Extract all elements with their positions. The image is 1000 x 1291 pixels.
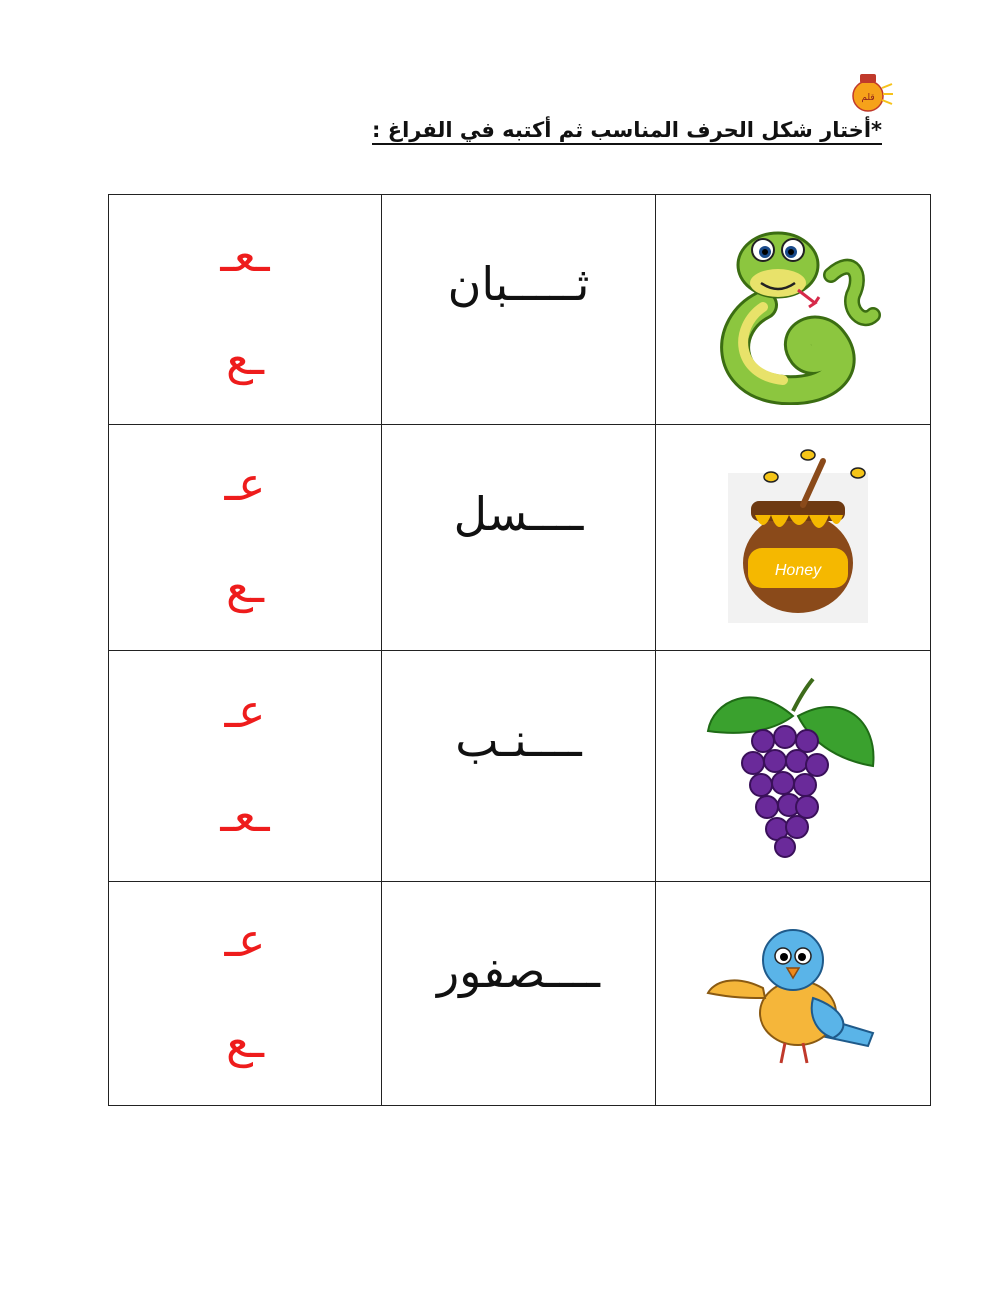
letter-choice[interactable]: عـ [224,457,266,512]
logo [842,70,894,116]
instruction-heading: *أختار شكل الحرف المناسب ثم أكتبه في الفراغ : [372,118,882,142]
svg-text:Honey: Honey [774,561,822,579]
picture-cell [656,195,931,425]
word-with-blank[interactable]: ــــسل [453,487,584,542]
table-row [109,195,931,425]
picture-cell [656,651,931,881]
snake-picture [703,215,883,405]
bird-picture [703,898,883,1088]
word-cell [382,195,656,425]
honey-pot-picture [703,443,883,633]
word-with-blank[interactable]: ــــنـب [455,713,582,768]
exercise-table [108,194,931,1106]
word-with-blank[interactable]: ــــصفور [436,943,601,998]
table-row [109,881,931,1105]
picture-cell [656,425,931,651]
choices-cell [109,651,382,881]
grapes-picture [703,671,883,861]
letter-choice[interactable]: عـ [224,913,266,968]
letter-choice[interactable]: عـ [224,684,266,739]
choices-cell [109,881,382,1105]
word-with-blank[interactable]: ثـــــبان [447,257,590,311]
word-cell [382,881,656,1105]
svg-text:قلم: قلم [861,93,875,103]
letter-choice[interactable]: ـع [226,1013,264,1068]
letter-choice[interactable]: ـعـ [220,787,270,842]
word-cell [382,425,656,651]
choices-cell [109,195,382,425]
table-row [109,425,931,651]
word-cell [382,651,656,881]
table-row [109,651,931,881]
letter-choice[interactable]: ـع [226,558,264,613]
letter-choice[interactable]: ـع [226,331,264,386]
choices-cell [109,425,382,651]
picture-cell [656,881,931,1105]
letter-choice[interactable]: ـعـ [220,227,270,282]
